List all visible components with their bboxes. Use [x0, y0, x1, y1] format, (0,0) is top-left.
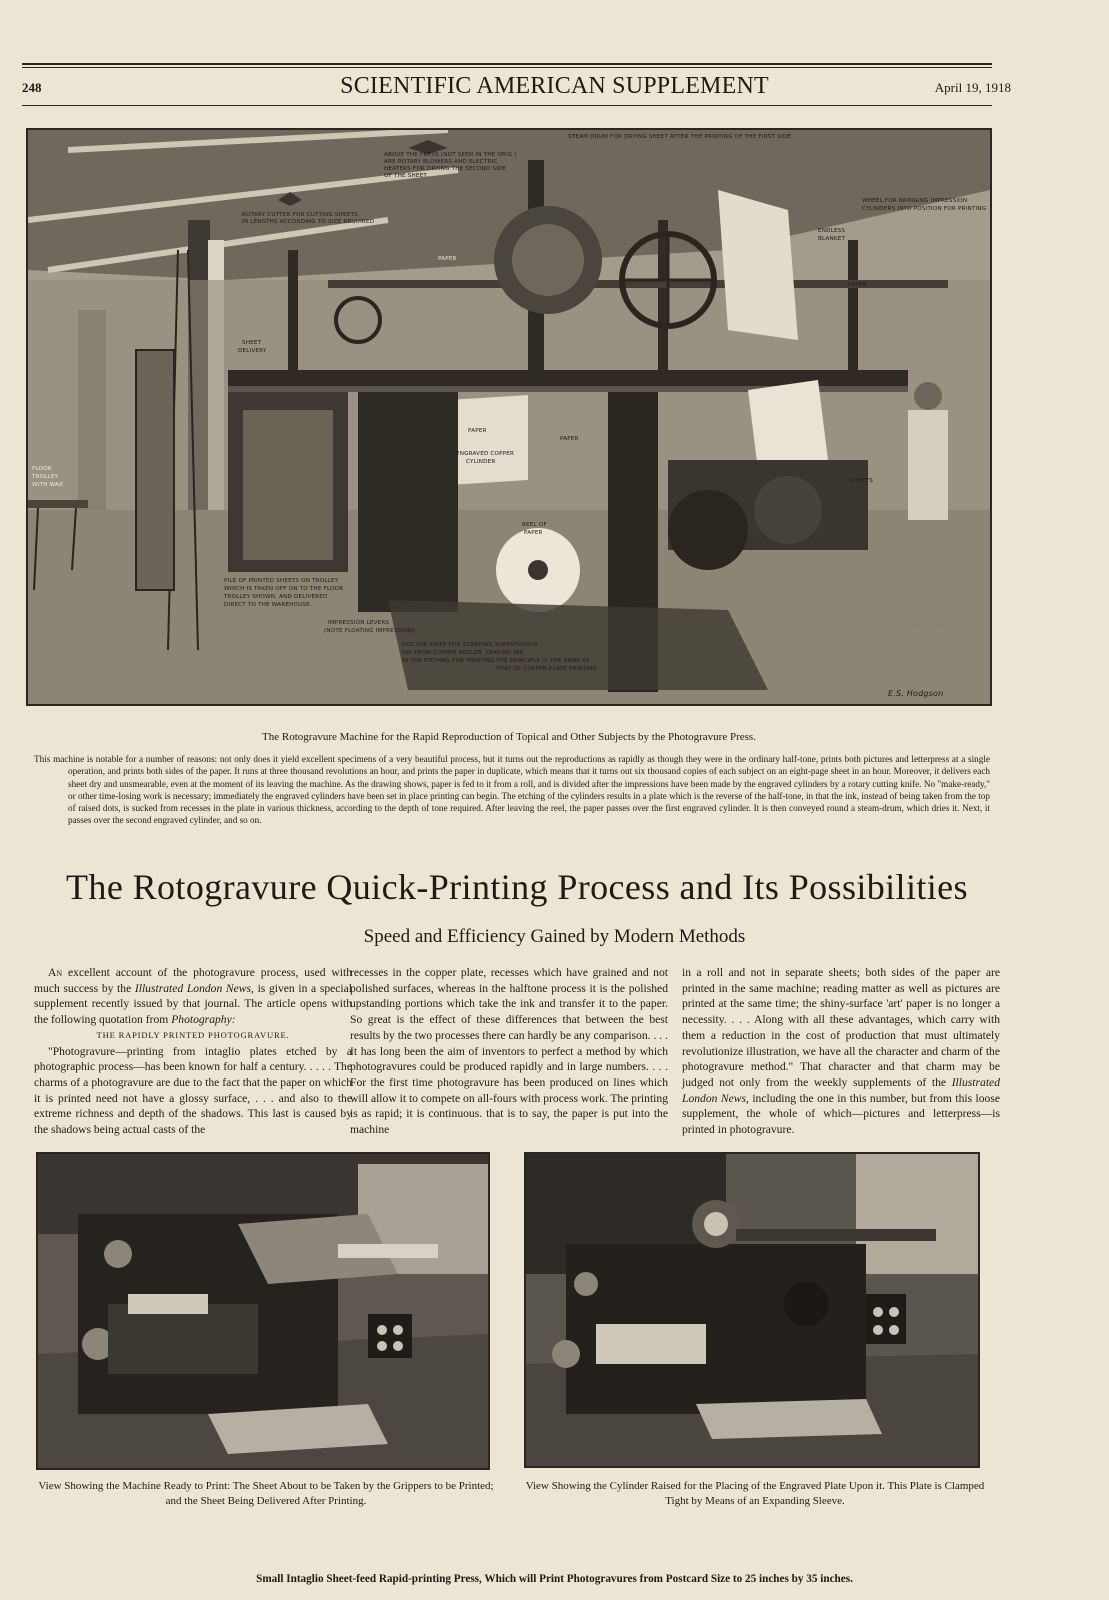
lead-caps: An — [48, 966, 63, 979]
label-impression-2: (NOTE FLOATING IMPRESSION) — [324, 628, 415, 634]
col3-p1: in a roll and not in separate sheets; both sides of the paper are printed in the same machine; reading matter as well as pictures are printed at the same time; the shiny-surface 'art' paper is no longer a necessity. . . . Along with all these advantages, which carry with them a reduction in the cost of production that must ultimately revolutionize illustration, we have all the character and charm of the photogravure method." That character and that charm may be judged not only from the weekly supplements of the — [682, 966, 1000, 1089]
col1-p1-italic1: Illustrated London News, — [134, 981, 254, 995]
left-photo-caption: View Showing the Machine Ready to Print: The Sheet About to be Taken by the Grippers to be Printed; and the Sheet Being Delivered After Printing. — [38, 1480, 494, 1507]
label-paper-right: PAPER — [848, 282, 867, 288]
article-column-1 — [34, 965, 352, 1138]
issue-date: April 19, 1918 — [934, 80, 1011, 95]
label-doctor-2: INK FROM COPPER ROLLER, LEAVING INK — [402, 650, 524, 656]
publication-title: SCIENTIFIC AMERICAN SUPPLEMENT — [340, 73, 769, 99]
press-photo-right — [526, 1154, 978, 1466]
label-doctor-1: DOCTOR KNIFE FOR SCRAPING SUPERFLUOUS — [402, 642, 538, 648]
machine-drawing — [28, 130, 990, 704]
label-doctor-3: IN THE ETCHING FOR PRINTING — [402, 658, 495, 664]
photo-machine-ready — [36, 1152, 490, 1470]
label-wheel-1: WHEEL FOR BRINGING IMPRESSION — [862, 198, 968, 204]
figure-description-text: This machine is notable for a number of reasons: not only does it yield excellent specimens of a very beautiful process, but it turns out the reproductions as rapidly as though they were in the ordinary half-tone, prints both pictures and letterpress at a single operation, and prints both sides of the paper. It runs at three thousand revolutions an hour, and prints the paper in duplicate, which means that it turns out six thousand copies of each subject on an eight-page sheet in an hour. Moreover, it delivers each sheet dry and unsmearable, even at the moment of its leaving the machine. As the drawing shows, paper is fed to it from a roll, and is divided after the impressions have been made by the engraved cylinders by a rotary cutting knife. No "make-ready," or other time-losing work is necessary; immediately the engraved cylinders have been set in place printing can begin. The etching of the cylinders results in a plate which is the reverse of the half-tone, in that the ink, instead of being taken from the top of raised dots, is sucked from recesses in the plate in various thickness, according to the depth of tone required. After leaving the reel, the paper passes over the first engraved cylinder. It is then conveyed round a steam-drum, which dries it. Next, it passes over the second engraved cylinder, and so on. — [34, 754, 990, 826]
header-top-rule — [22, 63, 992, 65]
label-cutter-1: ROTARY CUTTER FOR CUTTING SHEETS — [242, 212, 358, 218]
label-drying-drum: STEAM DRUM FOR DRYING SHEET AFTER THE PRINTING OF THE FIRST SIDE — [568, 134, 791, 140]
article-subhead: Speed and Efficiency Gained by Modern Methods — [363, 926, 746, 947]
label-reel-2: PAPER — [524, 530, 543, 536]
label-sheets-right: SHEETS — [850, 478, 873, 484]
label-principle-2: THAT OF COPPER-PLATE PRINTING — [496, 666, 598, 672]
label-engraved-1: ENGRAVED COPPER — [456, 451, 515, 457]
label-paper-mid: PAPER — [468, 428, 487, 434]
label-floor-trolley-2: TROLLEY — [32, 474, 59, 480]
col1-p2: "Photogravure—printing from intaglio plates etched by a photographic process—has been known for half a century. . . . . The charms of a photogravure are due to the fact that the paper on which it is printed need not have a glossy surface, . . . and also to the extreme richness and depth of the shadows. This last is caused by the shadows being actual casts of the — [34, 1044, 352, 1137]
header-bottom-rule — [22, 105, 992, 106]
photo-cylinder-raised — [524, 1152, 980, 1468]
press-photo-left — [38, 1154, 488, 1468]
label-above-press-1: ABOVE THE PRESS (NOT SEEN IN THE ORIG.) — [384, 152, 517, 158]
col3-italic: Illustrated London News, — [682, 1075, 1000, 1105]
article-column-3 — [682, 965, 1000, 1138]
label-sheet-delivery-2: DELIVERY — [238, 348, 267, 354]
label-paper-mid2: PAPER — [560, 436, 579, 442]
label-blanket-2: BLANKET — [818, 236, 846, 242]
label-wheel-2: CYLINDERS INTO POSITION FOR PRINTING — [862, 206, 987, 212]
section-heading: THE RAPIDLY PRINTED PHOTOGRAVURE. — [96, 1029, 290, 1040]
label-reel-1: REEL OF — [522, 522, 547, 528]
main-figure-caption: The Rotogravure Machine for the Rapid Reproduction of Topical and Other Subjects by the Photogravure Press. — [262, 731, 756, 743]
article-headline: The Rotogravure Quick-Printing Process and Its Possibilities — [66, 867, 968, 907]
label-cutter-2: IN LENGTHS ACCORDING TO SIZE REQUIRED — [242, 219, 375, 225]
label-principle-1: THE PRINCIPLE IS THE SAME AS — [496, 658, 590, 664]
press-caption: Small Intaglio Sheet-feed Rapid-printing Press, Which will Print Photogravures from Postcard Size to 25 inches by 35 inches. — [256, 1573, 853, 1585]
label-impression-1: IMPRESSION LEVERS — [328, 620, 390, 626]
label-pile-4: DIRECT TO THE WAREHOUSE. — [224, 602, 312, 608]
label-paper-top: PAPER — [438, 256, 457, 262]
figure-description — [34, 753, 990, 827]
header-top-rule-thin — [22, 67, 992, 68]
label-above-press-3: HEATERS FOR DRYING THE SECOND SIDE — [384, 166, 507, 172]
label-above-press-4: OF THE SHEET. — [384, 173, 429, 179]
artist-signature: E.S. Hodgson — [888, 689, 944, 698]
label-sheet-delivery-1: SHEET — [242, 340, 262, 346]
col1-p1-b: is given in a special supplement recently issued by that journal. The article opens with the following quotation from — [34, 981, 353, 1027]
rotogravure-machine-illustration — [26, 128, 992, 706]
label-pile-3: TROLLEY SHOWN, AND DELIVERED — [224, 594, 328, 600]
right-photo-caption: View Showing the Cylinder Raised for the Placing of the Engraved Plate Upon it. This Plate is Clamped Tight by Means of an Expanding Sleeve. — [525, 1480, 985, 1507]
label-engraved-2: CYLINDER — [466, 459, 496, 465]
label-above-press-2: ARE ROTARY BLOWERS AND ELECTRIC — [384, 159, 498, 165]
label-pile-1: PILE OF PRINTED SHEETS ON TROLLEY — [224, 578, 339, 584]
page-number: 248 — [22, 80, 42, 95]
col1-p1-a: excellent account of the photogravure process, used with much success by the — [34, 966, 352, 995]
label-floor-trolley-3: WITH WAX — [32, 482, 64, 488]
article-column-2 — [350, 965, 668, 1138]
label-pile-2: WHICH IS TAKEN OFF ON TO THE FLOOR — [224, 586, 344, 592]
label-floor-trolley-1: FLOOR — [32, 466, 52, 472]
label-blanket-1: ENDLESS — [818, 228, 846, 234]
col1-p1-italic2: Photography: — [171, 1013, 236, 1027]
col2-text: recesses in the copper plate, recesses which have grained and not polished surfaces, whereas in the halftone process it is the polished upstanding portions which take the ink and transfer it to the paper. So great is the effect of these differences that between the best results by the two processes there can hardly be any comparison. . . . It has long been the aim of inventors to perfect a method by which photogravures could be produced rapidly and in large numbers. . . . For the first time photogravure has been produced on lines which will allow it to compete on all-fours with process work. The printing is as rapid; it is continuous. that is to say, the paper is put into the machine — [350, 966, 668, 1137]
col3-p2: including the one in this number, but from this loose supplement, the whole of which—pictures and letterpress—is printed in photogravure. — [682, 1091, 1001, 1137]
